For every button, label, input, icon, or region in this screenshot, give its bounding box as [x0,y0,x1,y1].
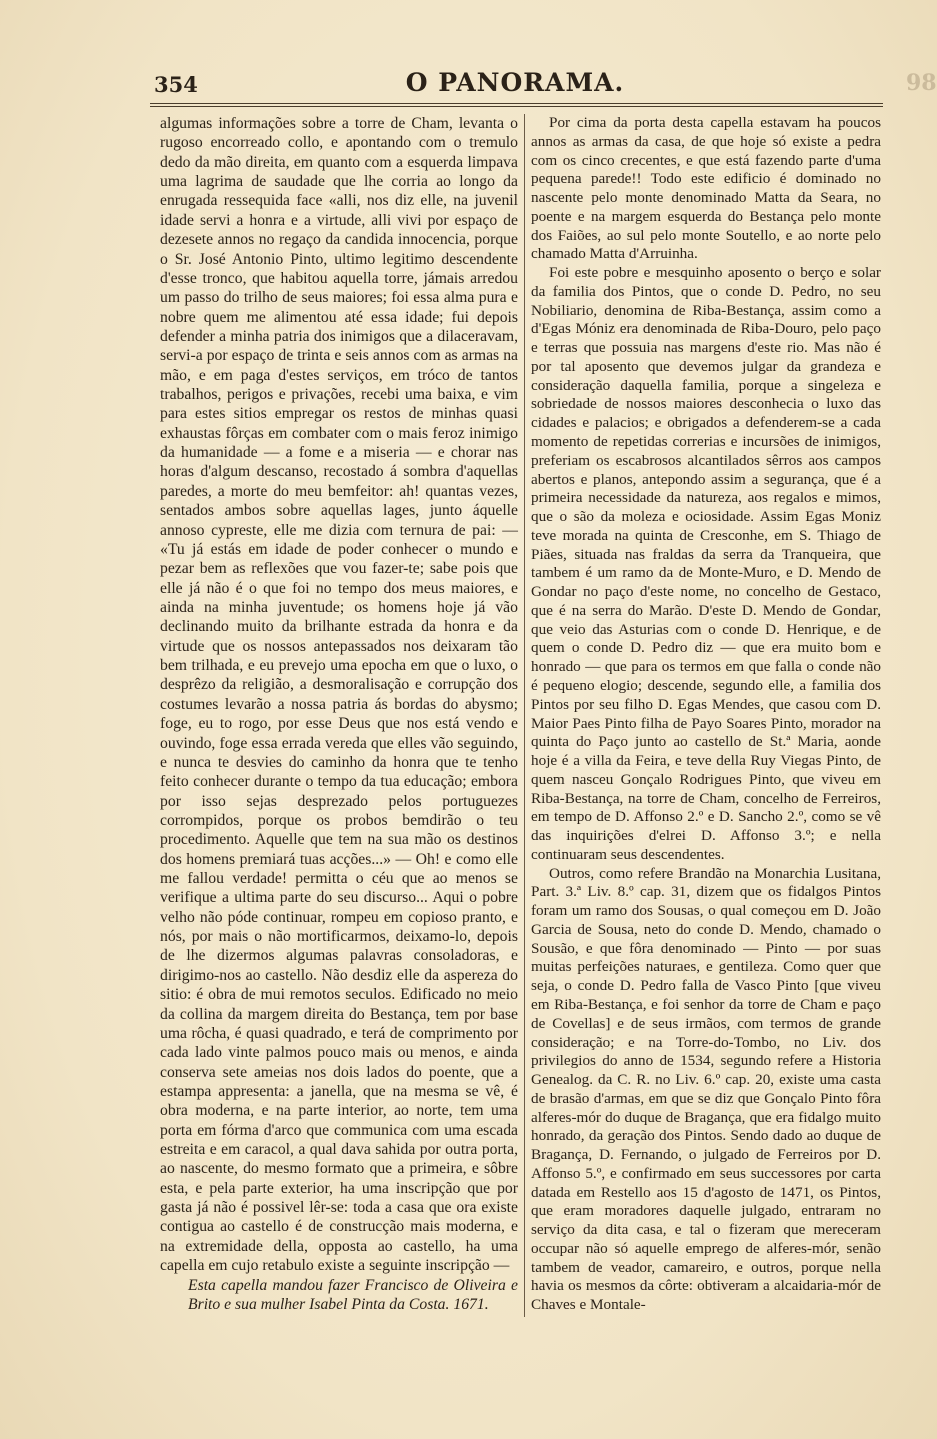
right-paragraph-3: Outros, como refere Brandão na Monarchia Lusitana, Part. 3.ª Liv. 8.º cap. 31, dizem que os fidalgos Pintos foram um ramo dos Sousas, o qual começou em D. João Garcia de Sousa, neto do conde D. Mendo, chamado o Sousão, e que fôra denominado — Pinto — por suas muitas perfeições naturaes, e gentileza. Como quer que seja, o conde D. Pedro falla de Vasco Pinto [que viveu em Riba-Bestança, e foi senhor da torre de Cham e paço de Covellas] e de seus irmãos, com termos de grande consideração; e na Torre-do-Tombo, no Liv. dos privilegios do anno de 1534, segundo refere a Historia Genealog. da C. R. no Liv. 6.º cap. 20, existe uma casta de brasão d'armas, em que se diz que Gonçalo Pinto fôra alferes-mór do duque de Bragança, que era fidalgo muito honrado, da geração dos Pintos. Sendo dado ao duque de Bragança, D. Fernando, o julgado de Ferreiros por D. Affonso 5.º, e confirmado em seus successores por carta datada em Restello aos 15 d'agosto de 1471, os Pintos, que eram moradores daquelle julgado, entraram no serviço da dita casa, e tal o fizeram que mereceram occupar não só aquelle emprego de alferes-mór, senão tambem de veador, camareiro, e outros, porque nella havia os mesmos da côrte: obtiveram a alcaidaria-mór de Chaves e Montale- [531,864,881,1314]
header-rule-lower [150,106,883,107]
column-divider [524,114,525,1317]
right-paragraph-2: Foi este pobre e mesquinho aposento o berço e solar da familia dos Pintos, que o conde D. Pedro, no seu Nobiliario, denomina de Riba-Bestança, assim como a d'Egas Móniz era denominada de Riba-Douro, pelo paço e terras que possuia nas margens d'este rio. Mas não é por tal aposento que devemos julgar da grandeza e consideração daquella familia, porque a singeleza e sobriedade de nossos maiores desconhecia o luxo das cidades e palacios; e obrigados a defenderem-se a cada momento de repetidas correrias e incursões de inimigos, preferiam os escabrosos alcantilados sêrros aos campos abertos e planos, antepondo assim a segurança, que é a primeira necessidade da natureza, aos regalos e mimos, que o são da moleza e ociosidade. Assim Egas Moniz teve morada na quinta de Cresconhe, em S. Thiago de Piães, situada nas fraldas da serra da Tranqueira, que tambem é um ramo da de Monte-Muro, e D. Mendo de Gondar no paço d'este nome, no concelho de Gestaco, que é na serra do Marão. D'este D. Mendo de Gondar, que veio das Asturias com o conde D. Henrique, e de quem o conde D. Pedro diz — que era muito bom e honrado — que para os termos em que falla o conde não é pequeno elogio; descende, segundo elle, a familia dos Pintos por seu filho D. Egas Mendes, que casou com D. Maior Paes Pinto filha de Payo Soares Pinto, morador na quinta do Paço junto ao castello de St.ª Maria, aonde hoje é a villa da Feira, e teve della Ruy Viegas Pinto, de quem nasceu Gonçalo Rodrigues Pinto, que viveu em Riba-Bestança, na torre de Cham, concelho de Ferreiros, em tempo de D. Affonso 2.º e D. Sancho 2.º, como se vê das inquirições d'elrei D. Affonso 3.º; e nella continuaram seus descendentes. [531,264,881,863]
bleed-through-mark: 98 [906,70,937,96]
publication-title: O PANORAMA. [405,68,625,97]
chapel-inscription-quote: Esta capella mandou fazer Francisco de Oliveira e Brito e sua mulher Isabel Pinta da Costa. 1671. [188,1276,518,1313]
left-column [160,114,518,1314]
right-paragraph-1: Por cima da porta desta capella estavam ha poucos annos as armas da casa, de que hoje só existe a pedra com os cinco crecentes, e que está fazendo parte d'uma pequena parede!! Todo este edificio é dominado no nascente pelo monte denominado Matta da Seara, no poente e na margem esquerda do Bestança pelo monte dos Faiões, ao sul pelo monte Soutello, e ao norte pelo chamado Matta d'Arruinha. [531,114,881,263]
left-paragraph-1: algumas informações sobre a torre de Cham, levanta o rugoso encorreado collo, e apontando com o tremulo dedo da mão direita, em quanto com a esquerda limpava uma lagrima de saudade que lhe corria ao longo da enrugada ressequida face «alli, nos diz elle, na juvenil idade servi a honra e a virtude, alli vivi por espaço de dezesete annos no regaço da candida innocencia, porque o Sr. José Antonio Pinto, ultimo legitimo descendente d'esse tronco, que habitou aquella torre, jámais arredou um passo do trilho de seus maiores; foi essa alma pura e nobre quem me alimentou até essa idade; fui depois defender a minha patria dos inimigos que a dilaceravam, servi-a por espaço de trinta e seis annos com as armas na mão, e em paga d'estes serviços, em tróco de tantos trabalhos, perigos e privações, recebi uma baixa, e vim para estes sitios empregar os restos de minhas quasi exhaustas fôrças em combater com o mais feroz inimigo da humanidade — a fome e a miseria — e chorar nas horas d'algum descanso, recostado á sombra d'aquellas paredes, a morte do meu bemfeitor: ah! quantas vezes, sentados ambos sobre aquellas lages, junto áquelle annoso cypreste, elle me dizia com ternura de pai: — «Tu já estás em idade de poder conhecer o mundo e pezar bem as reflexões que vou fazer-te; sabe pois que elle já não é o que foi no tempo dos meus maiores, e ainda na minha juventude; os homens hoje já vão declinando muito da brilhante estrada da honra e da virtude que os nossos antepassados nos deixaram tão bem trilhada, e eu prevejo uma epocha em que o luxo, o desprêzo da religião, a desmoralisação e corrupção dos costumes levarão a nossa patria ás bordas do abysmo; foge, eu to rogo, por esse Deus que nos está vendo e ouvindo, foge essa errada vereda que elles vão seguindo, e nunca te desvies do caminho da honra que te tenho feito conhecer durante o tempo da tua educação; embora por isso sejas desprezado pelos portuguezes corrompidos, porque os probos bemdirão o teu procedimento. Aquelle que tem na sua mão os destinos dos homens premiará tuas acções...» — Oh! e como elle me fallou verdade! permitta o céu que ao menos se verifique a ultima parte do seu discurso... Aqui o pobre velho não póde continuar, rompeu em copioso pranto, e nós, por mais o não mortificarmos, deixamo-lo, depois de lhe dizermos algumas palavras consoladoras, e dirigimo-nos ao castello. Não desdiz elle da aspereza do sitio: é obra de mui remotos seculos. Edificado no meio da collina da margem direita do Bestança, tem por base uma rôcha, é quasi quadrado, e terá de comprimento por cada lado vinte palmos pouco mais ou menos, e ainda conserva sete ameias nos dois lados do poente, que a estampa appresenta: a janella, que na mesma se vê, é obra moderna, e na parte interior, ao norte, tem uma porta em fórma d'arco que communica com uma escada estreita e em caracol, a qual dava sahida por outra porta, ao nascente, do mesmo formato que a primeira, e sôbre esta, e pela parte exterior, ha uma inscripção que por gasta já não é possivel lêr-se: toda a casa que ora existe contigua ao castello é de construcção mais moderna, e na extremidade della, opposta ao castello, ha uma capella em cujo retabulo existe a seguinte inscripção — [160,115,518,1275]
right-column [531,114,881,1315]
header-rule-upper [150,103,883,104]
page-header [150,66,880,100]
page-number: 354 [154,72,198,97]
